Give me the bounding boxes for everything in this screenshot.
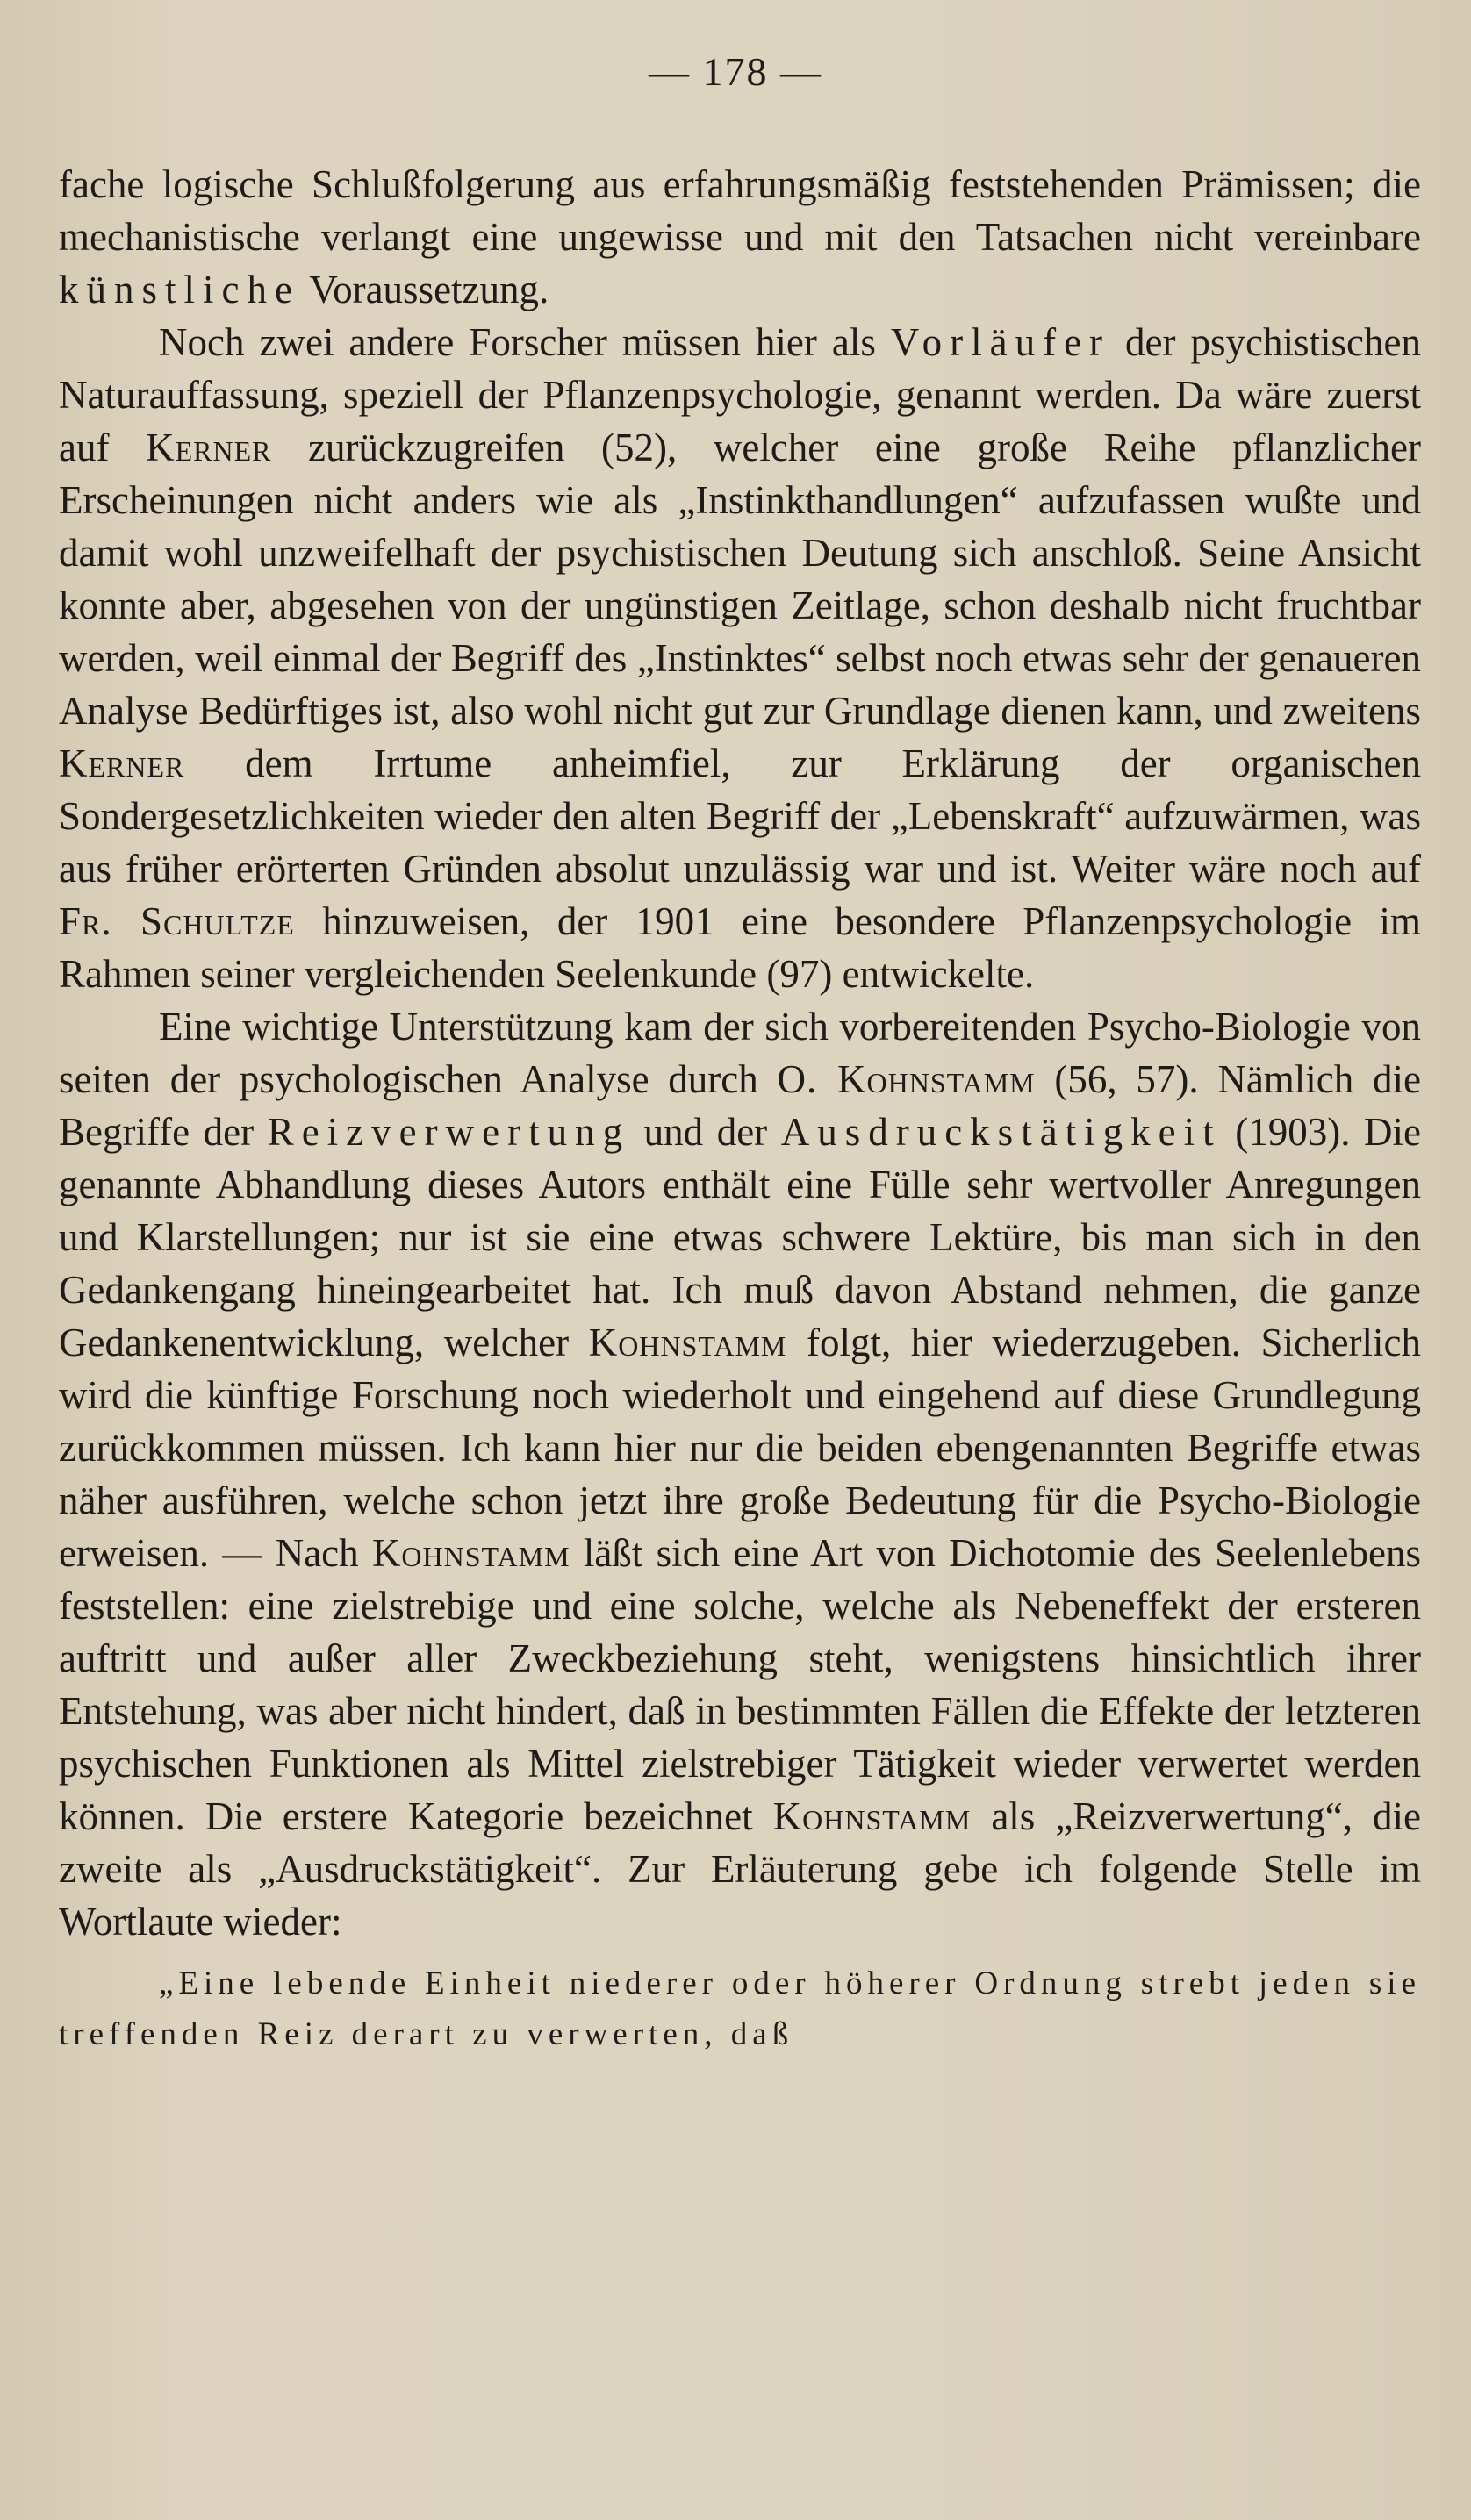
text-run: zurückzugreifen (52), welcher eine große Reihe pflanzlicher Erscheinungen nicht anders wie als „Instinkthandlungen“ aufzufassen wußte und damit wohl unzweifelhaft der psychistischen Deutung sich anschloß. Seine Ansicht konnte aber, abgesehen von der ungünstigen Zeitlage, schon deshalb nicht fruchtbar werden, weil einmal der Begriff des „Instinktes“ selbst noch etwas sehr der genaueren Analyse Bedürftiges ist, also wohl nicht gut zur Grundlage dienen kann, und zweitens xyxy=(59,426,1421,733)
author-name: Fr. Schultze xyxy=(59,899,295,943)
author-name: Kohnstamm xyxy=(371,1531,570,1575)
text-run: (1903). Die genannte Abhandlung dieses Autors enthält eine Fülle sehr wertvoller Anregungen und Klarstellungen; nur ist sie eine etwas schwere Lektüre, bis man sich in den Gedankengang hineingearbeitet hat. Ich muß davon Abstand nehmen, die ganze Gedankenentwicklung, welcher xyxy=(59,1110,1421,1364)
emphasis-spaced: künstliche xyxy=(59,268,300,311)
emphasis-spaced: Vorläufer xyxy=(890,320,1111,364)
text-run: folgt, hier wiederzugeben. Sicherlich wird die künftige Forschung noch wiederholt und eingehend auf diese Grundlegung zurückkommen müssen. Ich kann hier nur die beiden ebengenannten Begriffe etwas näher ausführen, welche schon jetzt ihre große Bedeutung für die Psycho-Biologie erweisen. — Nach xyxy=(59,1321,1421,1575)
paragraph-1 xyxy=(59,158,1421,316)
emphasis-spaced: Ausdruckstätigkeit xyxy=(780,1110,1222,1154)
author-name: O. Kohnstamm xyxy=(777,1057,1036,1101)
text-run: fache logische Schlußfolgerung aus erfahrungsmäßig feststehenden Prämissen; die mechanistische verlangt eine ungewisse und mit den Tatsachen nicht vereinbare xyxy=(59,162,1421,259)
text-run: als „Reizverwertung“, die zweite als „Ausdruckstätigkeit“. Zur Erläuterung gebe ich folgende Stelle im Wortlaute wieder: xyxy=(59,1794,1421,1944)
text-run: (56, 57). Nämlich die Begriffe der xyxy=(59,1057,1422,1154)
author-name: Kohnstamm xyxy=(772,1794,972,1838)
text-run: läßt sich eine Art von Dichotomie des Seelenlebens feststellen: eine zielstrebige und eine solche, welche als Nebeneffekt der ersteren auftritt und außer aller Zweckbeziehung steht, wenigstens hinsichtlich ihrer Entstehung, was aber nicht hindert, daß in bestimmten Fällen die Effekte der letzteren psychischen Funktionen als Mittel zielstrebiger Tätigkeit wieder verwertet werden können. Die erstere Kategorie bezeichnet xyxy=(59,1531,1421,1838)
text-run: Voraussetzung. xyxy=(299,268,549,311)
block-quote: „Eine lebende Einheit niederer oder höherer Ordnung strebt jeden sie treffenden Reiz derart zu verwerten, daß xyxy=(59,1965,1421,2052)
text-run: und der xyxy=(630,1110,781,1154)
page-number: — 178 — xyxy=(649,49,822,94)
text-run: Noch zwei andere Forscher müssen hier als xyxy=(159,320,891,364)
author-name: Kerner xyxy=(59,741,185,785)
text-run: Eine wichtige Unterstützung kam der sich vorbereitenden Psycho-Biologie von seiten der psychologischen Analyse durch xyxy=(59,1005,1421,1101)
text-run: der psychistischen Naturauffassung, speziell der Pflanzenpsychologie, genannt werden. Da wäre zuerst auf xyxy=(59,320,1422,469)
author-name: Kerner xyxy=(146,426,272,469)
body-text xyxy=(59,158,1421,2060)
author-name: Kohnstamm xyxy=(588,1321,787,1364)
paragraph-2 xyxy=(59,316,1421,1000)
emphasis-spaced: Reizverwertung xyxy=(267,1110,631,1154)
text-run: hinzuweisen, der 1901 eine besondere Pflanzenpsychologie im Rahmen seiner vergleichenden Seelenkunde (97) entwickelte. xyxy=(59,899,1421,996)
paragraph-3 xyxy=(59,1000,1421,1948)
text-run: dem Irrtume anheimfiel, zur Erklärung der organischen Sondergesetzlichkeiten wieder den alten Begriff der „Lebenskraft“ aufzuwärmen, was aus früher erörterten Gründen absolut unzulässig war und ist. Weiter wäre noch auf xyxy=(59,741,1421,891)
